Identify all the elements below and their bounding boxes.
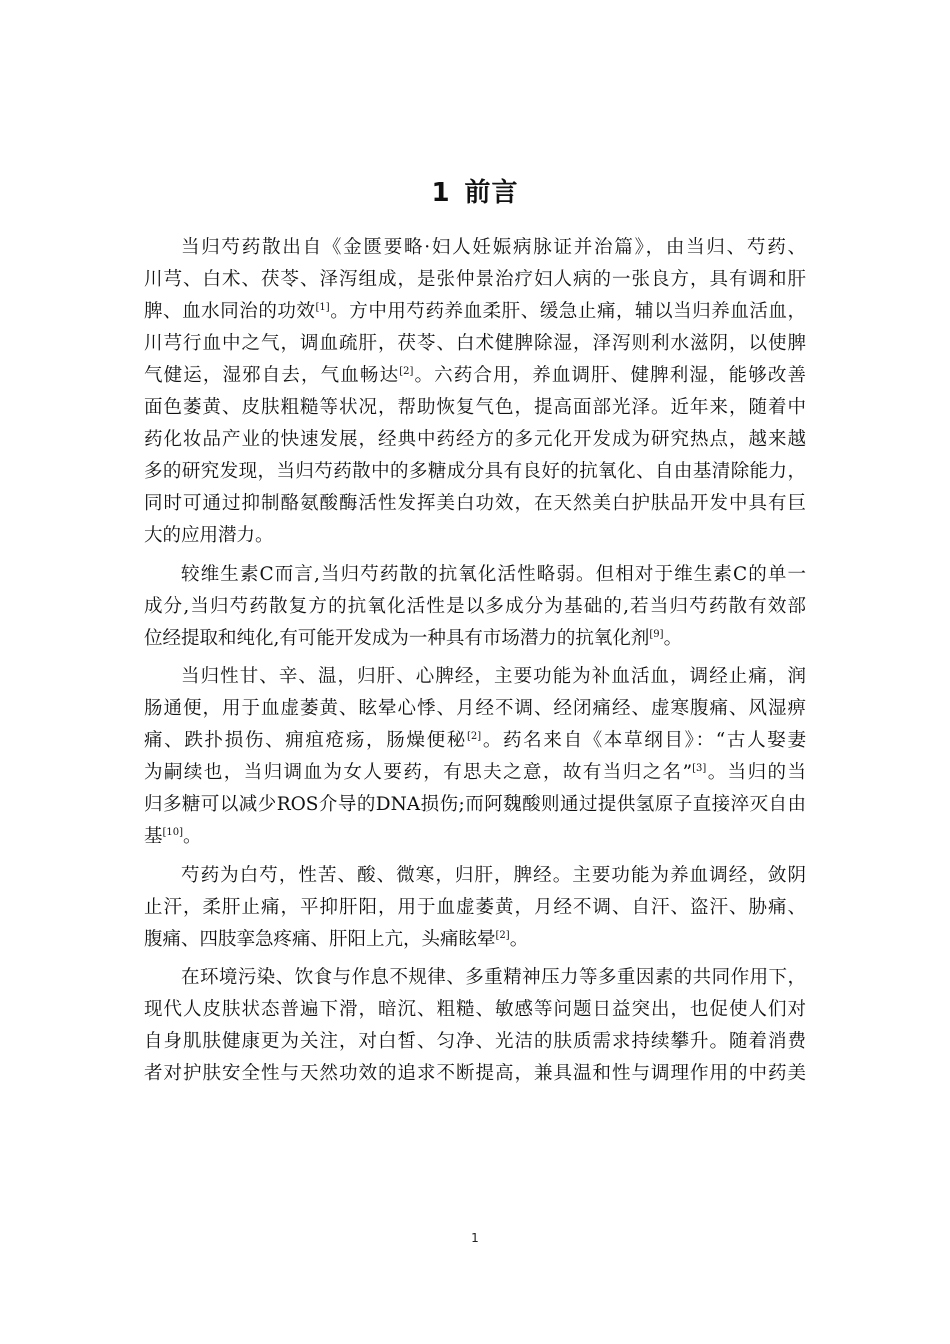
text-line bbox=[144, 924, 806, 956]
section-title: 前言 bbox=[464, 178, 519, 208]
text-segment: 。 bbox=[663, 627, 683, 649]
text-line bbox=[144, 757, 806, 789]
text-segment: 位经提取和纯化,有可能开发成为一种具有市场潜力的抗氧化剂 bbox=[144, 627, 650, 649]
text-line: 当归性甘、辛、温，归肝、心脾经，主要功能为补血活血，调经止痛，润 bbox=[181, 666, 806, 688]
paragraph bbox=[144, 232, 806, 552]
text-segment: 。六药合用，养血调肝、健脾利湿，能够改善 bbox=[413, 365, 806, 386]
paragraph bbox=[144, 860, 806, 956]
text-segment: 基 bbox=[144, 826, 163, 848]
citation-ref: [9] bbox=[649, 628, 664, 640]
text-segment: 气健运，湿邪自去，气血畅达 bbox=[144, 365, 400, 386]
text-segment: 。方中用芍药养血柔肝、缓急止痛，辅以当归养血活血， bbox=[329, 301, 806, 322]
citation-ref: [10] bbox=[162, 827, 184, 839]
text-line: 川芎行血中之气，调血疏肝，茯苓、白术健脾除湿，泽泻则利水滋阴，以使脾 bbox=[144, 333, 806, 354]
text-segment: 脾、血水同治的功效 bbox=[144, 301, 316, 322]
text-line bbox=[144, 725, 806, 757]
text-line: 芍药为白芍，性苦、酸、微寒，归肝，脾经。主要功能为养血调经，敛阴 bbox=[181, 864, 806, 886]
text-line bbox=[144, 623, 806, 655]
citation-ref: [2] bbox=[399, 365, 414, 377]
text-line bbox=[144, 360, 806, 392]
text-line: 面色萎黄、皮肤粗糙等状况，帮助恢复气色，提高面部光泽。近年来，随着中 bbox=[144, 397, 806, 418]
text-line: 药化妆品产业的快速发展，经典中药经方的多元化开发成为研究热点，越来越 bbox=[144, 429, 806, 450]
text-segment: 。 bbox=[183, 826, 202, 848]
text-line: 大的应用潜力。 bbox=[144, 525, 274, 546]
text-line: 自身肌肤健康更为关注，对白皙、匀净、光洁的肤质需求持续攀升。随着消费 bbox=[144, 1031, 806, 1053]
text-line: 同时可通过抑制酪氨酸酶活性发挥美白功效，在天然美白护肤品开发中具有巨 bbox=[144, 493, 806, 514]
paragraph bbox=[144, 661, 806, 853]
citation-ref: [2] bbox=[466, 731, 482, 743]
body-text bbox=[144, 232, 806, 1097]
text-line bbox=[144, 296, 806, 328]
citation-ref: [2] bbox=[495, 929, 510, 941]
text-line: 归多糖可以减少ROS介导的DNA损伤;而阿魏酸则通过提供氢原子直接淬灭自由 bbox=[144, 794, 806, 816]
paragraph bbox=[144, 962, 806, 1090]
section-heading bbox=[0, 172, 950, 209]
text-segment: 痛、跌扑损伤、痈疽疮疡，肠燥便秘 bbox=[144, 730, 467, 752]
text-segment: 。药名来自《本草纲目》：“古人娶妻 bbox=[481, 730, 806, 752]
citation-ref: [3] bbox=[692, 763, 707, 775]
text-line: 止汗，柔肝止痛，平抑肝阳，用于血虚萎黄，月经不调、自汗、盗汗、胁痛、 bbox=[144, 896, 806, 918]
page-number: 1 bbox=[471, 1231, 479, 1245]
text-segment: 。 bbox=[509, 928, 529, 950]
section-number: 1 bbox=[431, 178, 451, 208]
text-line: 当归芍药散出自《金匮要略·妇人妊娠病脉证并治篇》，由当归、芍药、 bbox=[181, 237, 806, 258]
text-segment: 为嗣续也，当归调血为女人要药，有思夫之意，故有当归之名” bbox=[144, 762, 693, 784]
text-segment: 。当归的当 bbox=[706, 762, 806, 784]
text-line: 现代人皮肤状态普遍下滑，暗沉、粗糙、敏感等问题日益突出，也促使人们对 bbox=[144, 999, 806, 1021]
text-segment: 腹痛、四肢挛急疼痛、肝阳上亢，头痛眩晕 bbox=[144, 928, 496, 950]
text-line: 多的研究发现，当归芍药散中的多糖成分具有良好的抗氧化、自由基清除能力， bbox=[144, 461, 806, 482]
text-line: 成分,当归芍药散复方的抗氧化活性是以多成分为基础的,若当归芍药散有效部 bbox=[144, 595, 806, 617]
text-line: 者对护肤安全性与天然功效的追求不断提高，兼具温和性与调理作用的中药美 bbox=[144, 1063, 806, 1085]
text-line: 肠通便，用于血虚萎黄、眩晕心悸、月经不调、经闭痛经、虚寒腹痛、风湿痹 bbox=[144, 698, 806, 720]
text-line: 较维生素C而言,当归芍药散的抗氧化活性略弱。但相对于维生素C的单一 bbox=[181, 563, 806, 585]
text-line: 川芎、白术、茯苓、泽泻组成，是张仲景治疗妇人病的一张良方，具有调和肝 bbox=[144, 269, 806, 290]
paragraph bbox=[144, 559, 806, 655]
text-line bbox=[144, 821, 806, 853]
text-line: 在环境污染、饮食与作息不规律、多重精神压力等多重因素的共同作用下， bbox=[181, 967, 806, 989]
citation-ref: [1] bbox=[315, 301, 330, 313]
